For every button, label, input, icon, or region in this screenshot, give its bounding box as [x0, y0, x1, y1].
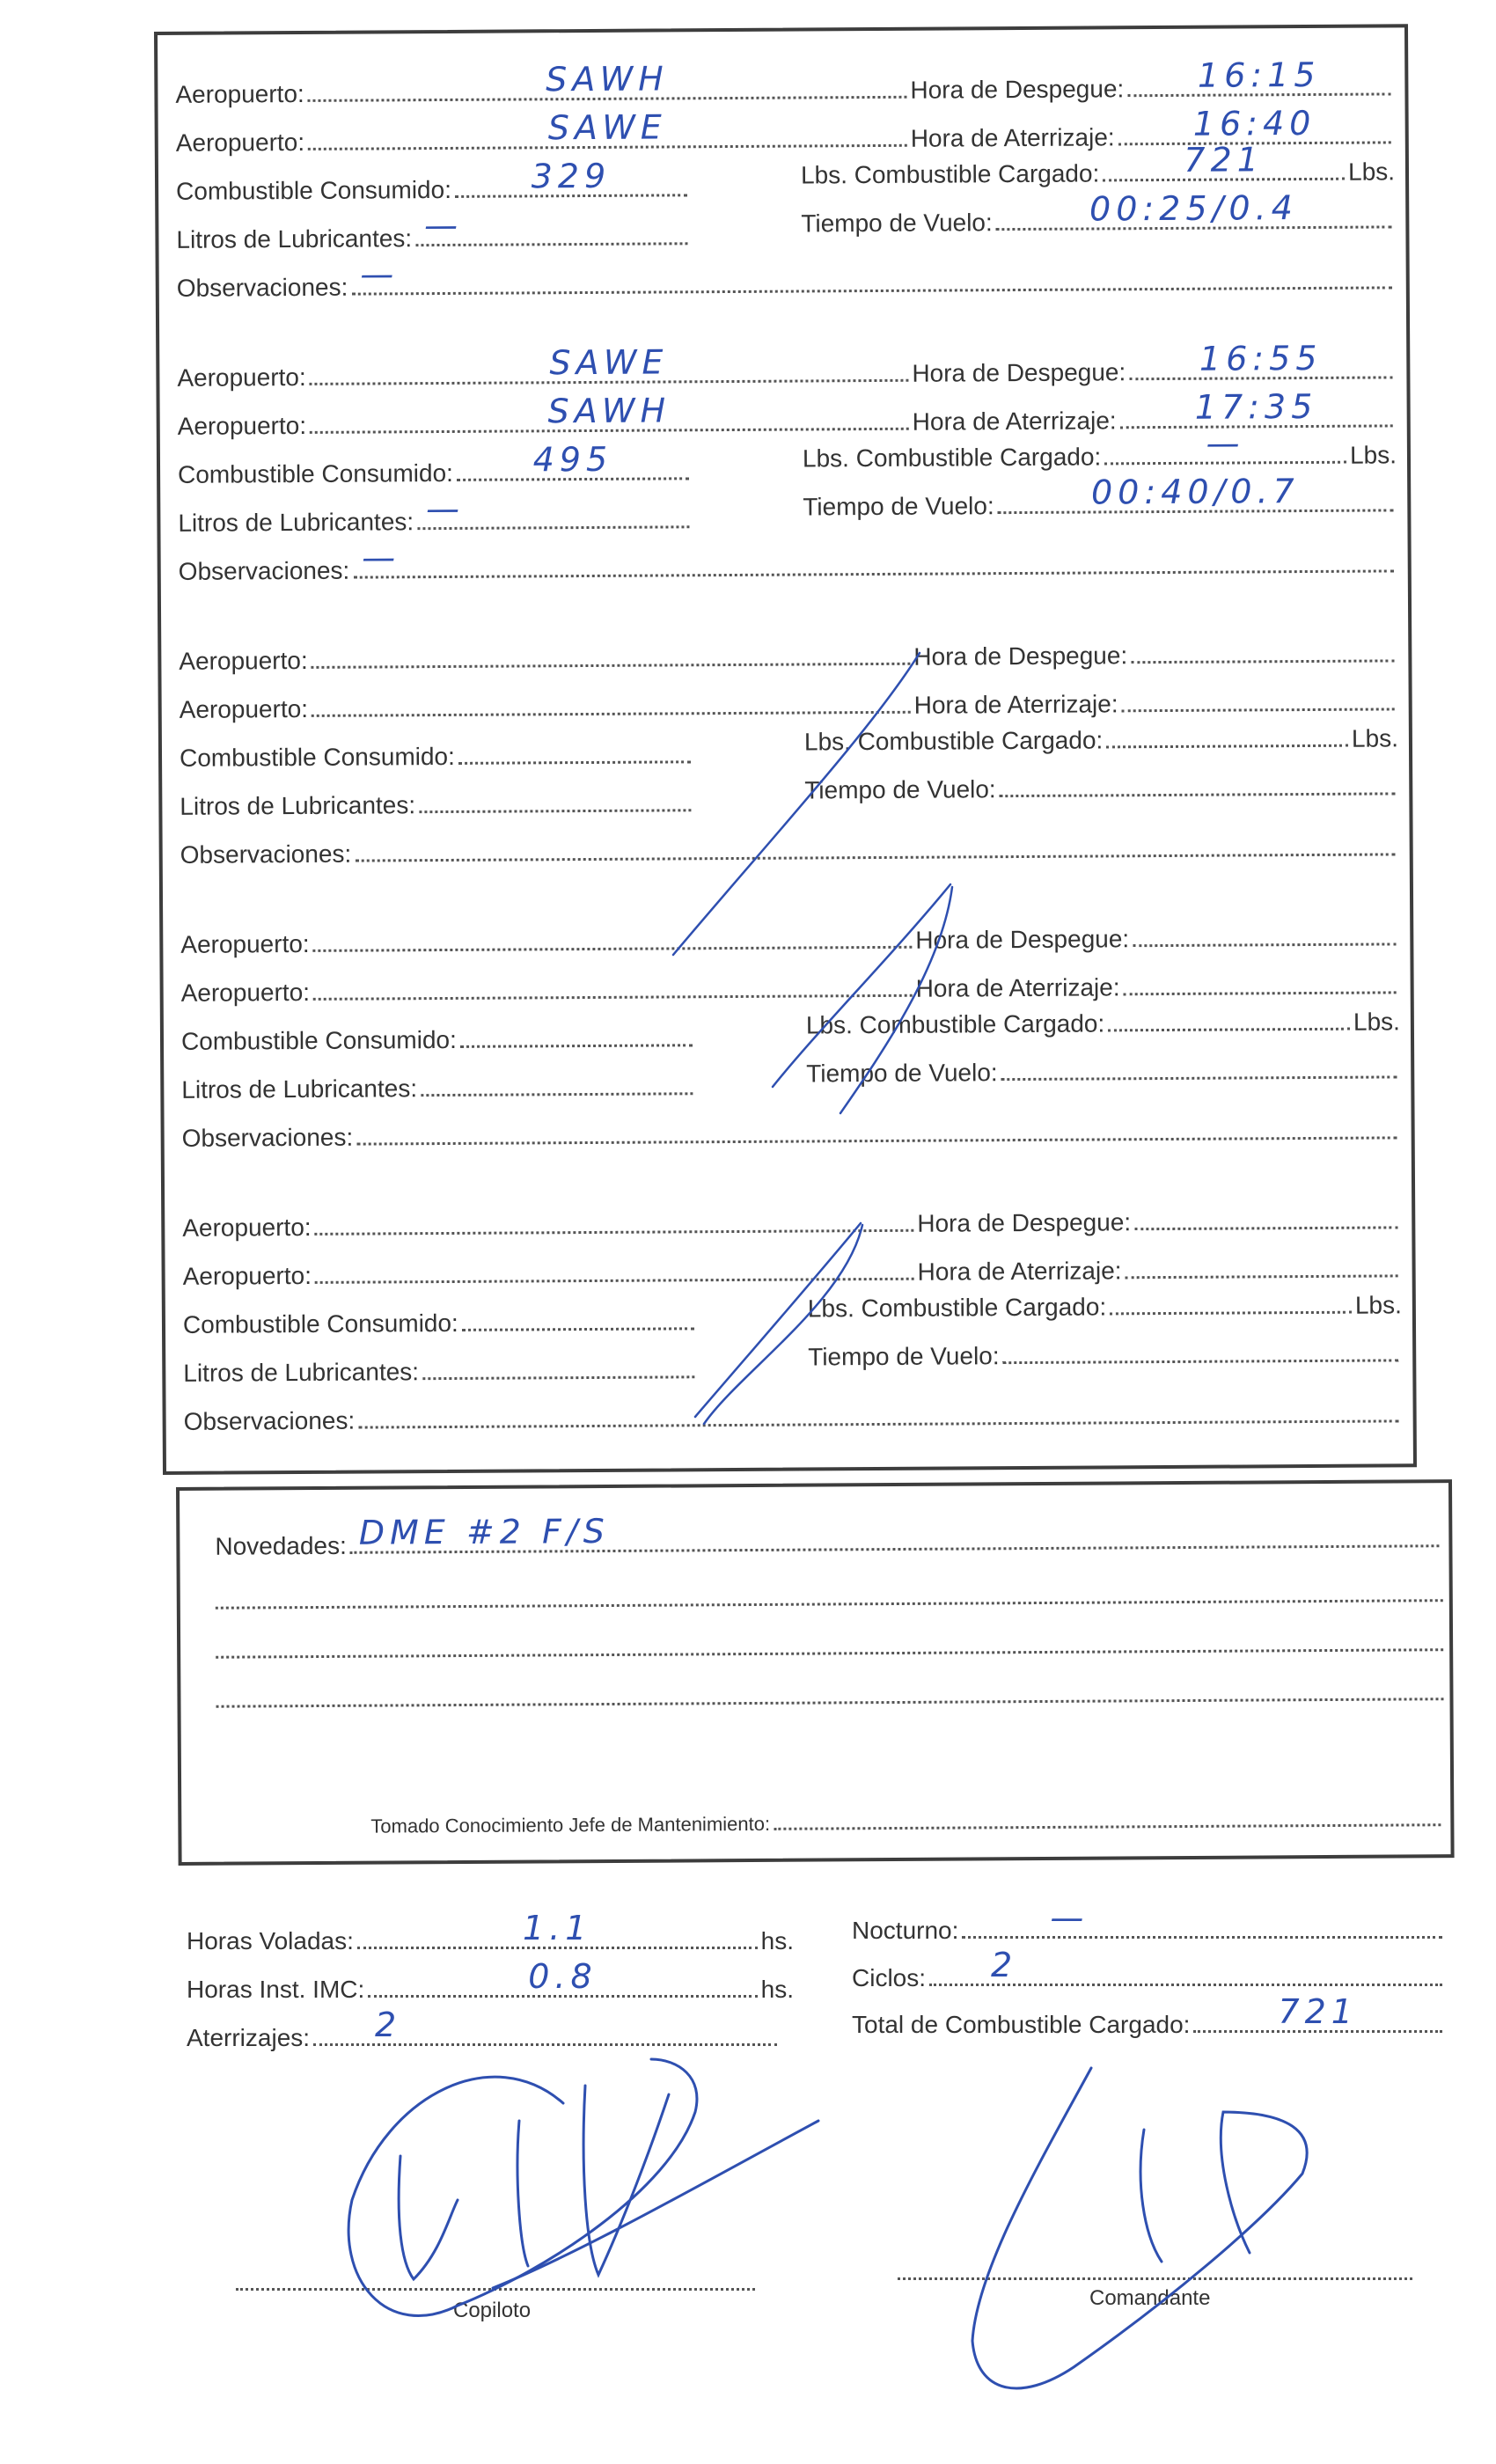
tiempo-vuelo-value[interactable]: 00:40/0.7	[1090, 472, 1300, 512]
litros-lubricantes-label: Litros de Lubricantes:	[180, 791, 416, 820]
hora-aterrizaje-row	[916, 972, 1400, 1002]
tiempo-vuelo-label: Tiempo de Vuelo:	[803, 492, 994, 521]
combustible-consumido-label: Combustible Consumido:	[177, 458, 453, 488]
combustible-consumido-value[interactable]	[462, 1325, 694, 1327]
observaciones-value[interactable]	[356, 1134, 1397, 1140]
total-combustible-row	[852, 1992, 1446, 2039]
nocturno-value[interactable]: —	[1050, 1898, 1089, 1937]
litros-lubricantes-row	[178, 488, 693, 538]
lbs-unit: Lbs.	[1349, 441, 1397, 469]
aeropuerto-llegada-value[interactable]	[315, 1276, 914, 1280]
litros-lubricantes-row	[183, 1356, 698, 1388]
aeropuerto-salida-value[interactable]	[313, 944, 913, 948]
litros-lubricantes-value[interactable]: —	[425, 488, 466, 529]
novedades-section	[176, 1479, 1455, 1866]
hora-despegue-value[interactable]	[1133, 941, 1396, 942]
aeropuerto-llegada-value[interactable]: SAWE	[547, 107, 667, 148]
hora-despegue-row	[915, 923, 1399, 954]
observaciones-label: Observaciones:	[178, 556, 350, 585]
aeropuerto-llegada-label: Aeropuerto:	[179, 694, 309, 723]
litros-lubricantes-label: Litros de Lubricantes:	[176, 224, 413, 253]
horas-inst-label: Horas Inst. IMC:	[187, 1976, 365, 2003]
total-combustible-label: Total de Combustible Cargado:	[852, 2011, 1191, 2038]
lbs-combustible-cargado-value[interactable]	[1108, 1026, 1350, 1028]
total-combustible-value[interactable]: 721	[1278, 1992, 1358, 2031]
lbs-unit: Lbs.	[1351, 724, 1399, 752]
hora-aterrizaje-row	[914, 688, 1398, 719]
hora-aterrizaje-value[interactable]	[1126, 1272, 1398, 1274]
lbs-combustible-cargado-label: Lbs. Combustible Cargado:	[803, 726, 1104, 756]
observaciones-label: Observaciones:	[176, 273, 348, 302]
combustible-consumido-row	[183, 1308, 698, 1339]
hora-despegue-label: Hora de Despegue:	[913, 642, 1128, 671]
novedades-line	[216, 1648, 1443, 1659]
copiloto-signature-line	[236, 2288, 755, 2291]
aeropuerto-salida-row	[175, 59, 910, 109]
hora-despegue-label: Hora de Despegue:	[910, 75, 1125, 104]
tiempo-vuelo-row	[808, 1339, 1402, 1371]
lbs-combustible-cargado-row	[802, 423, 1397, 473]
aterrizajes-row	[187, 2006, 781, 2052]
tiempo-vuelo-value[interactable]	[1000, 790, 1396, 793]
hora-despegue-value[interactable]	[1134, 1224, 1397, 1226]
aterrizajes-value[interactable]: 2	[375, 2006, 402, 2044]
combustible-consumido-value[interactable]	[460, 1042, 693, 1044]
hora-despegue-value[interactable]	[1131, 657, 1394, 659]
hora-aterrizaje-row	[918, 1255, 1402, 1286]
hs-unit: hs.	[760, 1927, 794, 1954]
combustible-consumido-label: Combustible Consumido:	[182, 1309, 458, 1338]
novedades-label: Novedades:	[215, 1531, 347, 1560]
hora-aterrizaje-value[interactable]	[1124, 989, 1397, 991]
aeropuerto-llegada-label: Aeropuerto:	[177, 411, 307, 440]
combustible-consumido-row	[181, 1024, 696, 1056]
combustible-consumido-label: Combustible Consumido:	[176, 175, 452, 205]
aeropuerto-llegada-value[interactable]	[312, 709, 911, 713]
hora-aterrizaje-label: Hora de Aterrizaje:	[915, 973, 1120, 1002]
aeropuerto-llegada-label: Aeropuerto:	[175, 128, 305, 157]
tiempo-vuelo-label: Tiempo de Vuelo:	[804, 775, 996, 804]
ciclos-row	[852, 1946, 1446, 1992]
hora-despegue-label: Hora de Despegue:	[917, 1208, 1132, 1237]
litros-lubricantes-value[interactable]: —	[423, 205, 464, 246]
aeropuerto-salida-value[interactable]	[312, 661, 911, 664]
observaciones-label: Observaciones:	[183, 1406, 356, 1435]
observaciones-value[interactable]	[358, 1418, 1398, 1424]
aeropuerto-salida-label: Aeropuerto:	[182, 1213, 312, 1242]
tiempo-vuelo-label: Tiempo de Vuelo:	[808, 1342, 1000, 1371]
hora-despegue-row	[917, 1206, 1401, 1237]
litros-lubricantes-value[interactable]	[421, 1090, 693, 1092]
combustible-consumido-row	[177, 439, 693, 489]
horas-inst-value[interactable]: 0.8	[528, 1957, 598, 1996]
lbs-combustible-cargado-value[interactable]: —	[1206, 423, 1245, 463]
lbs-unit: Lbs.	[1347, 158, 1396, 186]
lbs-unit: Lbs.	[1353, 1008, 1400, 1036]
copiloto-signature	[348, 2059, 818, 2316]
aeropuerto-salida-label: Aeropuerto:	[179, 646, 308, 675]
hora-despegue-row	[910, 55, 1394, 104]
tiempo-vuelo-row	[801, 188, 1395, 238]
hora-aterrizaje-value[interactable]	[1122, 706, 1395, 708]
ciclos-value[interactable]: 2	[991, 1946, 1018, 1984]
tiempo-vuelo-value[interactable]: 00:25/0.4	[1089, 188, 1298, 229]
novedades-value[interactable]: DME #2 F/S	[358, 1511, 610, 1552]
aeropuerto-salida-row	[177, 342, 912, 392]
tiempo-vuelo-label: Tiempo de Vuelo:	[806, 1059, 998, 1088]
tiempo-vuelo-value[interactable]	[1003, 1357, 1399, 1360]
hora-despegue-value[interactable]: 16:15	[1197, 55, 1321, 95]
lbs-combustible-cargado-label: Lbs. Combustible Cargado:	[802, 443, 1102, 473]
aeropuerto-salida-row	[180, 927, 915, 959]
observaciones-label: Observaciones:	[180, 840, 352, 869]
tomado-conocimiento-row	[370, 1808, 1444, 1837]
ciclos-label: Ciclos:	[852, 1964, 927, 1991]
aeropuerto-llegada-label: Aeropuerto:	[182, 1261, 312, 1290]
aeropuerto-llegada-row	[183, 1258, 918, 1291]
combustible-consumido-value[interactable]: 329	[531, 156, 612, 196]
horas-voladas-row	[187, 1909, 794, 1955]
combustible-consumido-value[interactable]	[458, 759, 691, 760]
litros-lubricantes-label: Litros de Lubricantes:	[183, 1358, 420, 1387]
novedades-row	[215, 1511, 1442, 1561]
aterrizajes-label: Aterrizajes:	[187, 2024, 311, 2051]
hs-unit: hs.	[760, 1976, 794, 2003]
aeropuerto-salida-label: Aeropuerto:	[180, 929, 310, 958]
lbs-combustible-cargado-row	[804, 724, 1398, 756]
aeropuerto-salida-value[interactable]: SAWH	[546, 59, 669, 99]
observaciones-row	[176, 254, 1396, 302]
aeropuerto-llegada-row	[180, 692, 914, 724]
aeropuerto-llegada-value[interactable]	[313, 993, 913, 996]
hora-aterrizaje-label: Hora de Aterrizaje:	[910, 123, 1115, 152]
lbs-combustible-cargado-label: Lbs. Combustible Cargado:	[805, 1009, 1105, 1039]
tomado-conocimiento-label: Tomado Conocimiento Jefe de Mantenimiento:	[370, 1812, 771, 1837]
litros-lubricantes-value[interactable]	[419, 807, 691, 809]
tiempo-vuelo-row	[803, 472, 1397, 521]
combustible-consumido-label: Combustible Consumido:	[179, 742, 455, 772]
lbs-unit: Lbs.	[1354, 1291, 1402, 1319]
lbs-combustible-cargado-value[interactable]	[1110, 1309, 1352, 1311]
aeropuerto-llegada-value[interactable]: SAWH	[547, 391, 671, 431]
observaciones-value[interactable]: —	[360, 254, 400, 294]
novedades-line	[216, 1599, 1443, 1610]
hora-despegue-value[interactable]: 16:55	[1199, 338, 1323, 378]
horas-voladas-value[interactable]: 1.1	[523, 1909, 592, 1947]
aeropuerto-llegada-row	[175, 107, 911, 158]
aeropuerto-salida-value[interactable]: SAWE	[549, 342, 669, 383]
aeropuerto-salida-row	[179, 643, 913, 676]
litros-lubricantes-label: Litros de Lubricantes:	[181, 1074, 418, 1104]
combustible-consumido-row	[180, 741, 694, 773]
nocturno-label: Nocturno:	[852, 1917, 959, 1944]
hora-aterrizaje-label: Hora de Aterrizaje:	[912, 407, 1117, 436]
lbs-combustible-cargado-label: Lbs. Combustible Cargado:	[800, 159, 1100, 189]
horas-inst-row	[187, 1957, 794, 2004]
lbs-combustible-cargado-row	[808, 1291, 1402, 1323]
tiempo-vuelo-row	[804, 773, 1398, 804]
lbs-combustible-cargado-label: Lbs. Combustible Cargado:	[807, 1293, 1107, 1323]
hora-aterrizaje-value[interactable]: 16:40	[1192, 103, 1316, 143]
hora-despegue-label: Hora de Despegue:	[915, 925, 1130, 954]
combustible-consumido-row	[176, 156, 691, 206]
lbs-combustible-cargado-row	[800, 140, 1396, 189]
copiloto-caption: Copiloto	[453, 2299, 532, 2322]
lbs-combustible-cargado-value[interactable]: 721	[1184, 140, 1264, 180]
lbs-combustible-cargado-value[interactable]	[1106, 743, 1348, 744]
hora-despegue-row	[912, 338, 1396, 387]
hora-despegue-row	[913, 640, 1397, 671]
comandante-caption: Comandante	[1089, 2286, 1211, 2310]
observaciones-row	[184, 1400, 1403, 1435]
litros-lubricantes-row	[176, 205, 691, 254]
tiempo-vuelo-value[interactable]	[1001, 1074, 1397, 1076]
observaciones-label: Observaciones:	[181, 1123, 354, 1152]
observaciones-value[interactable]	[355, 851, 1395, 857]
aeropuerto-salida-label: Aeropuerto:	[175, 79, 304, 108]
aeropuerto-llegada-row	[181, 975, 916, 1008]
combustible-consumido-value[interactable]: 495	[532, 439, 613, 480]
aeropuerto-salida-label: Aeropuerto:	[177, 363, 306, 392]
horas-voladas-label: Horas Voladas:	[187, 1927, 354, 1954]
lbs-combustible-cargado-row	[806, 1008, 1400, 1039]
aeropuerto-salida-value[interactable]	[315, 1228, 914, 1231]
observaciones-row	[180, 833, 1399, 869]
hora-despegue-label: Hora de Despegue:	[912, 358, 1126, 387]
combustible-consumido-label: Combustible Consumido:	[180, 1025, 457, 1055]
nocturno-row	[852, 1898, 1446, 1945]
litros-lubricantes-row	[180, 789, 694, 821]
tiempo-vuelo-label: Tiempo de Vuelo:	[801, 209, 993, 238]
hora-aterrizaje-label: Hora de Aterrizaje:	[913, 690, 1118, 719]
hora-aterrizaje-label: Hora de Aterrizaje:	[917, 1257, 1122, 1286]
comandante-signature	[972, 2068, 1307, 2388]
comandante-signature-line	[898, 2277, 1412, 2280]
observaciones-row	[182, 1117, 1401, 1152]
aeropuerto-llegada-row	[177, 391, 913, 441]
novedades-line	[216, 1698, 1444, 1708]
tiempo-vuelo-row	[806, 1056, 1400, 1088]
litros-lubricantes-row	[181, 1073, 696, 1104]
litros-lubricantes-label: Litros de Lubricantes:	[178, 508, 414, 537]
observaciones-value[interactable]: —	[362, 538, 401, 577]
observaciones-row	[178, 538, 1397, 585]
aeropuerto-salida-row	[182, 1210, 917, 1243]
aeropuerto-llegada-label: Aeropuerto:	[180, 978, 311, 1007]
hora-aterrizaje-value[interactable]: 17:35	[1194, 386, 1318, 427]
flight-log-table	[154, 24, 1417, 1475]
litros-lubricantes-value[interactable]	[422, 1374, 694, 1375]
